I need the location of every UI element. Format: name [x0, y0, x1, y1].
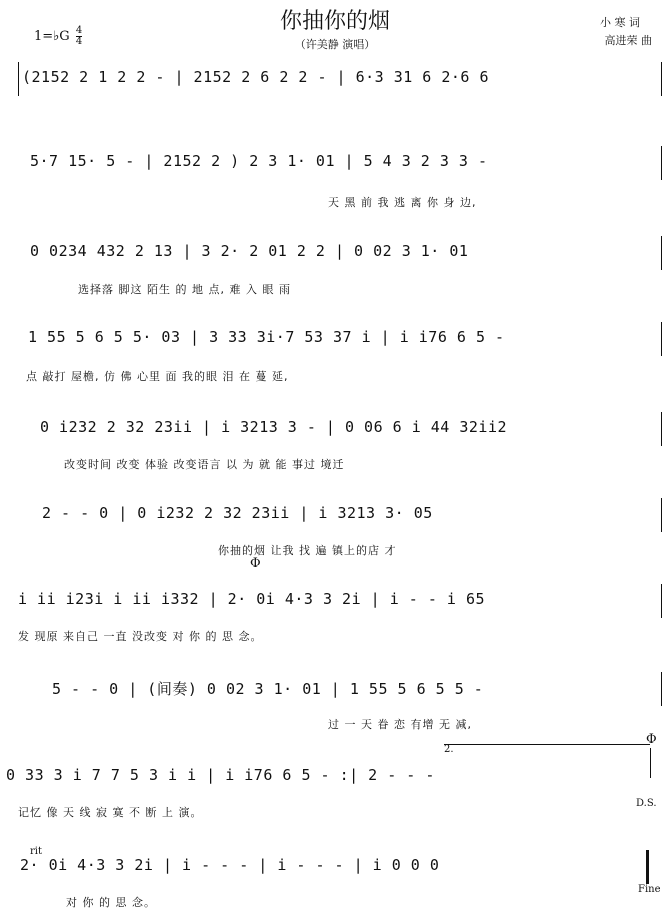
- final-barline: [646, 850, 649, 884]
- barline: [18, 62, 19, 96]
- system-4-notes: 1 55 5 6 5 5· 03 | 3 33 3i·7 53 37 i | i i76 6 5 -: [28, 328, 505, 346]
- system-5-notes: 0 i232 2 32 23ii | i 3213 3 - | 0 06 6 i 44 32ii2: [40, 418, 508, 436]
- barline: [661, 236, 662, 270]
- system-8-notes: 5 - - 0 | (间奏) 0 02 3 1· 01 | 1 55 5 6 5 5 -: [52, 680, 484, 698]
- coda-icon: Φ: [646, 732, 657, 747]
- system-10-notes: 2· 0i 4·3 3 2i | i - - - | i - - - | i 0 0 0: [20, 856, 440, 874]
- barline: [661, 62, 662, 96]
- barline: [661, 672, 662, 706]
- barline: [661, 322, 662, 356]
- system-1-notes: (2152 2 1 2 2 - | 2152 2 6 2 2 - | 6·3 31 6 2·6 6: [22, 68, 490, 86]
- singer-credit: （许美静 演唱）: [294, 38, 376, 51]
- system-3-lyrics: 选择落 脚这 陌生 的 地 点, 难 入 眼 雨: [78, 283, 291, 296]
- song-title: 你抽你的烟: [279, 9, 390, 34]
- system-5-lyrics: 改变时间 改变 体验 改变语言 以 为 就 能 事过 境迁: [64, 458, 345, 471]
- key-label: 1=♭G: [34, 29, 70, 44]
- system-6-notes: 2 - - 0 | 0 i232 2 32 23ii | i 3213 3· 05: [42, 504, 433, 522]
- barline: [661, 584, 662, 618]
- system-6-lyrics: 你抽的烟 让我 找 遍 镇上的店 才: [218, 544, 397, 557]
- system-8-lyrics: 过 一 天 眷 恋 有增 无 减,: [328, 718, 472, 731]
- system-10-lyrics: 对 你 的 思 念。: [66, 896, 156, 909]
- system-7-notes: i ii i23i i ii i332 | 2· 0i 4·3 3 2i | i - - i 65: [18, 590, 486, 608]
- system-3-notes: 0 0234 432 2 13 | 3 2· 2 01 2 2 | 0 02 3 1· 01: [30, 242, 469, 260]
- barline: [650, 748, 651, 778]
- time-sig-bottom: 4: [75, 36, 83, 47]
- system-9-lyrics: 记忆 像 天 线 寂 寞 不 断 上 演。: [18, 806, 203, 819]
- barline: [661, 146, 662, 180]
- barline: [661, 412, 662, 446]
- volta-line: [444, 744, 650, 745]
- system-4-lyrics: 点 敲打 屋檐, 仿 佛 心里 面 我的眼 泪 在 蔓 延,: [26, 370, 289, 383]
- barline: [661, 498, 662, 532]
- segno-icon: Φ: [250, 556, 261, 571]
- composer-credit: 高进荣 曲: [604, 34, 652, 47]
- system-2-notes: 5·7 15· 5 - | 2152 2 ) 2 3 1· 01 | 5 4 3 2 3 3 -: [30, 152, 488, 170]
- system-9-notes: 0 33 3 i 7 7 5 3 i i | i i76 6 5 - :| 2 - - -: [6, 766, 435, 784]
- lyricist-credit: 小 寒 词: [600, 16, 640, 29]
- time-signature: [76, 26, 82, 47]
- system-2-lyrics: 天 黑 前 我 逃 离 你 身 边,: [328, 196, 477, 209]
- volta-bracket: 2.: [444, 744, 454, 755]
- ds-mark: D.S.: [636, 798, 657, 809]
- key-signature: [34, 26, 82, 47]
- system-7-lyrics: 发 现原 来自己 一直 没改变 对 你 的 思 念。: [18, 630, 263, 643]
- rit-mark: rit: [30, 846, 42, 857]
- time-sig-top: 4: [75, 25, 83, 36]
- fine-mark: Fine: [638, 884, 661, 895]
